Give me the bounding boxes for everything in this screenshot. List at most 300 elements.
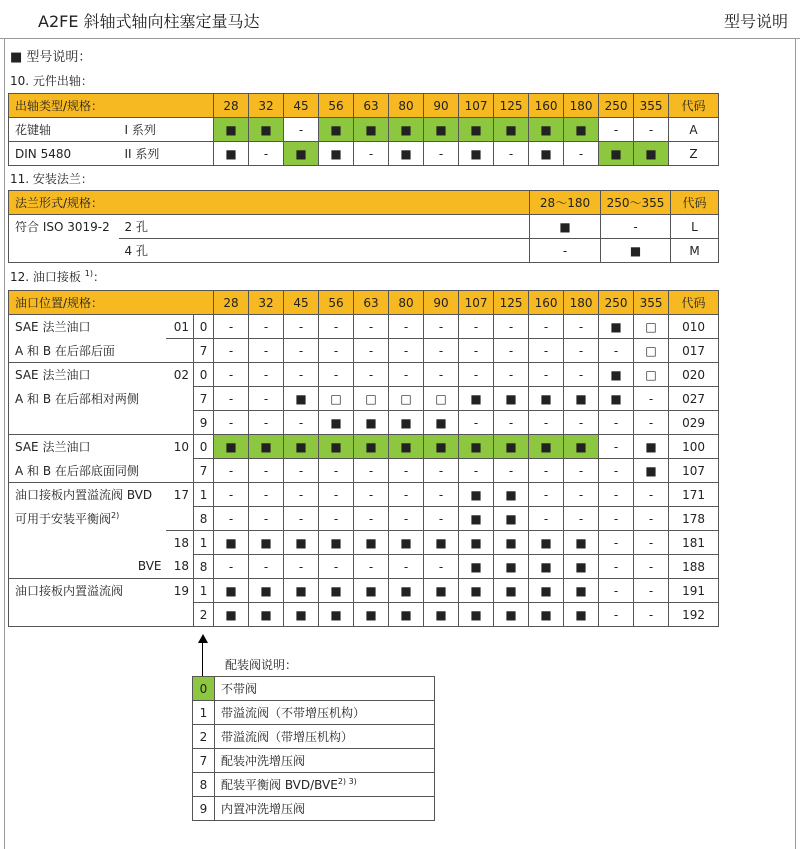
size-header: 160: [529, 291, 564, 315]
availability-mark: -: [249, 387, 284, 411]
availability-mark: ■: [529, 142, 564, 166]
flange-standard: [9, 239, 119, 263]
availability-mark: -: [634, 507, 669, 531]
page-header: [0, 0, 800, 39]
section-title: 型号说明: [723, 12, 788, 31]
port-position-label: [9, 555, 166, 579]
valve-legend-table: [192, 676, 435, 821]
header-label: 油口位置/规格：: [9, 291, 214, 315]
availability-mark: ■: [459, 483, 494, 507]
valve-key: 8: [193, 773, 215, 797]
availability-mark: -: [564, 459, 599, 483]
availability-mark: -: [249, 483, 284, 507]
availability-mark: -: [284, 483, 319, 507]
availability-mark: -: [354, 363, 389, 387]
valve-legend-title: 配装阀说明：: [225, 658, 298, 672]
port-label-text: 可用于安装平衡阀: [15, 512, 112, 526]
availability-mark: ■: [459, 435, 494, 459]
availability-mark: -: [284, 411, 319, 435]
port-group-code: 18: [166, 531, 194, 555]
header-label: 法兰形式/规格：: [9, 191, 530, 215]
port-position-label: [9, 363, 166, 387]
code-header: 代码: [669, 94, 719, 118]
availability-mark: □: [634, 339, 669, 363]
availability-mark: ■: [564, 435, 599, 459]
size-header: 90: [424, 94, 459, 118]
port-label-text: A 和 B 在后部相对两侧: [15, 392, 139, 406]
availability-mark: -: [599, 339, 634, 363]
size-header: 80: [389, 94, 424, 118]
availability-mark: -: [284, 118, 319, 142]
shaft-type: 花键轴: [9, 118, 119, 142]
availability-mark: ■: [214, 531, 249, 555]
valve-code: 0: [194, 363, 214, 387]
port-position-label: [9, 315, 166, 339]
availability-mark: ■: [459, 507, 494, 531]
valve-code: 7: [194, 339, 214, 363]
availability-mark: -: [214, 339, 249, 363]
valve-description-text: 不带阀: [221, 682, 258, 696]
availability-mark: -: [529, 483, 564, 507]
availability-mark: -: [459, 411, 494, 435]
size-header: 63: [354, 94, 389, 118]
availability-mark: ■: [424, 603, 459, 627]
availability-mark: -: [459, 459, 494, 483]
availability-mark: -: [599, 531, 634, 555]
size-header: 250: [599, 94, 634, 118]
availability-mark: ■: [529, 603, 564, 627]
availability-mark: ■: [389, 531, 424, 555]
availability-mark: -: [529, 315, 564, 339]
availability-mark: -: [599, 118, 634, 142]
availability-mark: ■: [599, 387, 634, 411]
availability-mark: -: [599, 483, 634, 507]
valve-description-text: 内置冲洗增压阀: [221, 802, 306, 816]
port-position-label: [9, 507, 166, 531]
valve-code: 1: [194, 483, 214, 507]
availability-mark: -: [354, 507, 389, 531]
availability-mark: -: [284, 555, 319, 579]
order-code: L: [671, 215, 719, 239]
availability-mark: -: [214, 315, 249, 339]
footnote-ref: 2): [111, 511, 120, 520]
order-code: 027: [669, 387, 719, 411]
availability-mark: ■: [564, 531, 599, 555]
valve-code: 9: [194, 411, 214, 435]
table-row: [9, 411, 719, 435]
availability-mark: -: [319, 339, 354, 363]
availability-mark: -: [389, 483, 424, 507]
port-group-code: 18: [166, 555, 194, 579]
availability-mark: -: [494, 339, 529, 363]
availability-mark: ■: [214, 603, 249, 627]
code-header: 代码: [671, 191, 719, 215]
availability-mark: ■: [494, 555, 529, 579]
availability-mark: □: [319, 387, 354, 411]
availability-mark: -: [214, 387, 249, 411]
availability-mark: ■: [494, 118, 529, 142]
availability-mark: -: [319, 363, 354, 387]
order-code: M: [671, 239, 719, 263]
size-header: 63: [354, 291, 389, 315]
valve-key: 0: [193, 677, 215, 701]
size-range-header: 28～180: [530, 191, 601, 215]
valve-code: 7: [194, 387, 214, 411]
port-position-label: [9, 435, 166, 459]
shaft-type: DIN 5480: [9, 142, 119, 166]
availability-mark: ■: [284, 603, 319, 627]
size-header: 28: [214, 291, 249, 315]
availability-mark: ■: [354, 531, 389, 555]
availability-mark: -: [494, 363, 529, 387]
availability-mark: -: [459, 339, 494, 363]
legend-row: [193, 797, 435, 821]
availability-mark: -: [459, 315, 494, 339]
table-row: [9, 603, 719, 627]
port-heading: [10, 268, 105, 285]
availability-mark: ■: [459, 555, 494, 579]
availability-mark: ■: [249, 531, 284, 555]
port-position-label: [9, 339, 166, 363]
availability-mark: -: [494, 142, 529, 166]
valve-code: 1: [194, 579, 214, 603]
availability-mark: ■: [284, 142, 319, 166]
availability-mark: ■: [494, 531, 529, 555]
availability-mark: -: [459, 363, 494, 387]
table-row: [9, 435, 719, 459]
availability-mark: ■: [459, 387, 494, 411]
port-label-text: SAE 法兰油口: [15, 368, 91, 383]
valve-code: 2: [194, 603, 214, 627]
size-header: 180: [564, 291, 599, 315]
availability-mark: ■: [389, 579, 424, 603]
availability-mark: -: [389, 363, 424, 387]
availability-mark: -: [529, 339, 564, 363]
availability-mark: ■: [424, 531, 459, 555]
valve-description: [215, 677, 435, 701]
code-header: 代码: [669, 291, 719, 315]
table-row: [9, 387, 719, 411]
availability-mark: -: [284, 315, 319, 339]
legend-row: [193, 773, 435, 797]
availability-mark: -: [354, 339, 389, 363]
flange-table: [8, 190, 719, 263]
size-header: 56: [319, 94, 354, 118]
order-code: 107: [669, 459, 719, 483]
flange-holes: 4 孔: [119, 239, 530, 263]
valve-key: 1: [193, 701, 215, 725]
availability-mark: ■: [564, 603, 599, 627]
availability-mark: -: [249, 363, 284, 387]
availability-mark: ■: [214, 579, 249, 603]
availability-mark: -: [284, 363, 319, 387]
port-position-label: [9, 387, 166, 411]
availability-mark: ■: [249, 118, 284, 142]
order-code: 192: [669, 603, 719, 627]
availability-mark: ■: [284, 435, 319, 459]
port-label-text: A 和 B 在后部后面: [15, 343, 115, 358]
availability-mark: -: [214, 459, 249, 483]
order-code: 029: [669, 411, 719, 435]
availability-mark: ■: [634, 142, 669, 166]
valve-code: 0: [194, 315, 214, 339]
port-label-text: SAE 法兰油口: [15, 440, 91, 455]
availability-mark: ■: [249, 603, 284, 627]
table-row: [9, 315, 719, 339]
order-code: 191: [669, 579, 719, 603]
size-header: 355: [634, 291, 669, 315]
availability-mark: ■: [529, 531, 564, 555]
port-position-label: [9, 411, 166, 435]
port-position-label: [9, 531, 166, 555]
legend-row: [193, 677, 435, 701]
size-header: 28: [214, 94, 249, 118]
availability-mark: -: [634, 483, 669, 507]
page-title: A2FE 斜轴式轴向柱塞定量马达: [38, 12, 260, 31]
shaft-heading: 10. 元件出轴：: [10, 74, 93, 88]
availability-mark: ■: [459, 579, 494, 603]
size-header: 107: [459, 94, 494, 118]
availability-mark: -: [319, 507, 354, 531]
availability-mark: -: [494, 411, 529, 435]
availability-mark: ■: [354, 435, 389, 459]
valve-key: 9: [193, 797, 215, 821]
availability-mark: -: [564, 483, 599, 507]
availability-mark: -: [599, 603, 634, 627]
table-row: [9, 215, 719, 239]
availability-mark: -: [634, 579, 669, 603]
port-heading-text: 12. 油口接板: [10, 270, 81, 284]
valve-description-text: 带溢流阀（不带增压机构）: [221, 706, 366, 720]
legend-row: [193, 749, 435, 773]
availability-mark: -: [214, 555, 249, 579]
availability-mark: -: [599, 555, 634, 579]
order-code: Z: [669, 142, 719, 166]
availability-mark: ■: [249, 435, 284, 459]
availability-mark: ■: [459, 118, 494, 142]
availability-mark: -: [599, 579, 634, 603]
size-header: 56: [319, 291, 354, 315]
availability-mark: ■: [389, 411, 424, 435]
availability-mark: -: [389, 315, 424, 339]
valve-description: [215, 701, 435, 725]
availability-mark: -: [601, 215, 671, 239]
order-code: A: [669, 118, 719, 142]
availability-mark: -: [284, 339, 319, 363]
availability-mark: ■: [459, 531, 494, 555]
availability-mark: ■: [564, 387, 599, 411]
shaft-series: I 系列: [119, 118, 214, 142]
valve-description-text: 配装冲洗增压阀: [221, 754, 306, 768]
valve-description: [215, 797, 435, 821]
availability-mark: -: [424, 507, 459, 531]
availability-mark: -: [564, 507, 599, 531]
table-row: [9, 483, 719, 507]
port-label-text: A 和 B 在后部底面同侧: [15, 463, 139, 478]
availability-mark: ■: [599, 315, 634, 339]
availability-mark: -: [564, 363, 599, 387]
availability-mark: □: [424, 387, 459, 411]
availability-mark: -: [529, 411, 564, 435]
availability-mark: -: [389, 555, 424, 579]
availability-mark: ■: [249, 579, 284, 603]
order-code: 020: [669, 363, 719, 387]
availability-mark: ■: [424, 579, 459, 603]
availability-mark: -: [529, 363, 564, 387]
availability-mark: ■: [494, 483, 529, 507]
availability-mark: -: [424, 483, 459, 507]
availability-mark: -: [599, 435, 634, 459]
order-code: 181: [669, 531, 719, 555]
availability-mark: ■: [494, 387, 529, 411]
availability-mark: ■: [319, 411, 354, 435]
header-row: [9, 191, 719, 215]
port-label-text: SAE 法兰油口: [15, 320, 91, 335]
order-code: 171: [669, 483, 719, 507]
port-label-text: BVE: [137, 559, 162, 574]
availability-mark: ■: [354, 118, 389, 142]
availability-mark: -: [599, 411, 634, 435]
availability-mark: -: [284, 459, 319, 483]
shaft-series: II 系列: [119, 142, 214, 166]
availability-mark: ■: [494, 603, 529, 627]
availability-mark: -: [249, 459, 284, 483]
availability-mark: -: [634, 531, 669, 555]
legend-row: [193, 725, 435, 749]
table-row: [9, 339, 719, 363]
size-header: 355: [634, 94, 669, 118]
availability-mark: -: [494, 459, 529, 483]
flange-holes: 2 孔: [119, 215, 530, 239]
table-row: [9, 579, 719, 603]
availability-mark: ■: [389, 142, 424, 166]
header-row: [9, 94, 719, 118]
availability-mark: ■: [389, 118, 424, 142]
availability-mark: □: [634, 363, 669, 387]
table-row: [9, 531, 719, 555]
availability-mark: -: [530, 239, 601, 263]
table-row: [9, 142, 719, 166]
valve-description-text: 配装平衡阀 BVD/BVE: [221, 778, 338, 792]
valve-description: [215, 773, 435, 797]
availability-mark: -: [634, 411, 669, 435]
size-header: 45: [284, 94, 319, 118]
port-table: [8, 290, 719, 627]
availability-mark: -: [634, 118, 669, 142]
port-position-label: [9, 579, 166, 603]
availability-mark: -: [354, 555, 389, 579]
availability-mark: -: [249, 411, 284, 435]
availability-mark: □: [389, 387, 424, 411]
size-header: 80: [389, 291, 424, 315]
size-header: 125: [494, 94, 529, 118]
size-header: 250: [599, 291, 634, 315]
availability-mark: -: [249, 142, 284, 166]
port-group-code: [166, 387, 194, 411]
header-label: 出轴类型/规格：: [9, 94, 214, 118]
valve-description-text: 带溢流阀（带增压机构）: [221, 730, 354, 744]
availability-mark: ■: [529, 555, 564, 579]
availability-mark: -: [424, 459, 459, 483]
availability-mark: -: [284, 507, 319, 531]
valve-description: [215, 749, 435, 773]
order-code: 017: [669, 339, 719, 363]
port-group-code: [166, 339, 194, 363]
availability-mark: -: [214, 411, 249, 435]
availability-mark: -: [424, 339, 459, 363]
availability-mark: -: [424, 315, 459, 339]
port-position-label: [9, 459, 166, 483]
order-code: 100: [669, 435, 719, 459]
availability-mark: ■: [530, 215, 601, 239]
availability-mark: ■: [459, 142, 494, 166]
availability-mark: -: [354, 142, 389, 166]
availability-mark: -: [249, 507, 284, 531]
availability-mark: ■: [319, 142, 354, 166]
flange-heading: 11. 安装法兰：: [10, 172, 93, 186]
header-row: [9, 291, 719, 315]
availability-mark: -: [564, 339, 599, 363]
size-header: 90: [424, 291, 459, 315]
availability-mark: □: [634, 315, 669, 339]
availability-mark: ■: [564, 118, 599, 142]
port-group-code: 17: [166, 483, 194, 507]
valve-code: 8: [194, 555, 214, 579]
table-row: [9, 363, 719, 387]
port-label-text: 油口接板内置溢流阀 BVD: [15, 488, 153, 503]
availability-mark: ■: [424, 118, 459, 142]
size-header: 45: [284, 291, 319, 315]
port-group-code: 10: [166, 435, 194, 459]
availability-mark: ■: [529, 387, 564, 411]
availability-mark: -: [319, 483, 354, 507]
availability-mark: -: [494, 315, 529, 339]
shaft-table: [8, 93, 719, 166]
port-group-code: 02: [166, 363, 194, 387]
size-header: 32: [249, 291, 284, 315]
availability-mark: -: [249, 339, 284, 363]
table-row: [9, 555, 719, 579]
availability-mark: -: [634, 603, 669, 627]
valve-key: 7: [193, 749, 215, 773]
order-code: 178: [669, 507, 719, 531]
port-group-code: 01: [166, 315, 194, 339]
size-header: 32: [249, 94, 284, 118]
legend-row: [193, 701, 435, 725]
availability-mark: -: [354, 483, 389, 507]
port-group-code: 19: [166, 579, 194, 603]
availability-mark: -: [214, 363, 249, 387]
port-group-code: [166, 603, 194, 627]
table-row: [9, 459, 719, 483]
availability-mark: ■: [214, 118, 249, 142]
availability-mark: ■: [459, 603, 494, 627]
availability-mark: ■: [319, 118, 354, 142]
availability-mark: -: [319, 555, 354, 579]
availability-mark: -: [354, 315, 389, 339]
availability-mark: ■: [319, 579, 354, 603]
availability-mark: ■: [354, 603, 389, 627]
arrow-line: [202, 640, 203, 676]
availability-mark: ■: [564, 555, 599, 579]
section-heading: ■ 型号说明：: [10, 50, 92, 65]
availability-mark: -: [389, 339, 424, 363]
port-position-label: [9, 483, 166, 507]
valve-description: [215, 725, 435, 749]
availability-mark: -: [599, 507, 634, 531]
valve-code: 0: [194, 435, 214, 459]
availability-mark: ■: [529, 118, 564, 142]
